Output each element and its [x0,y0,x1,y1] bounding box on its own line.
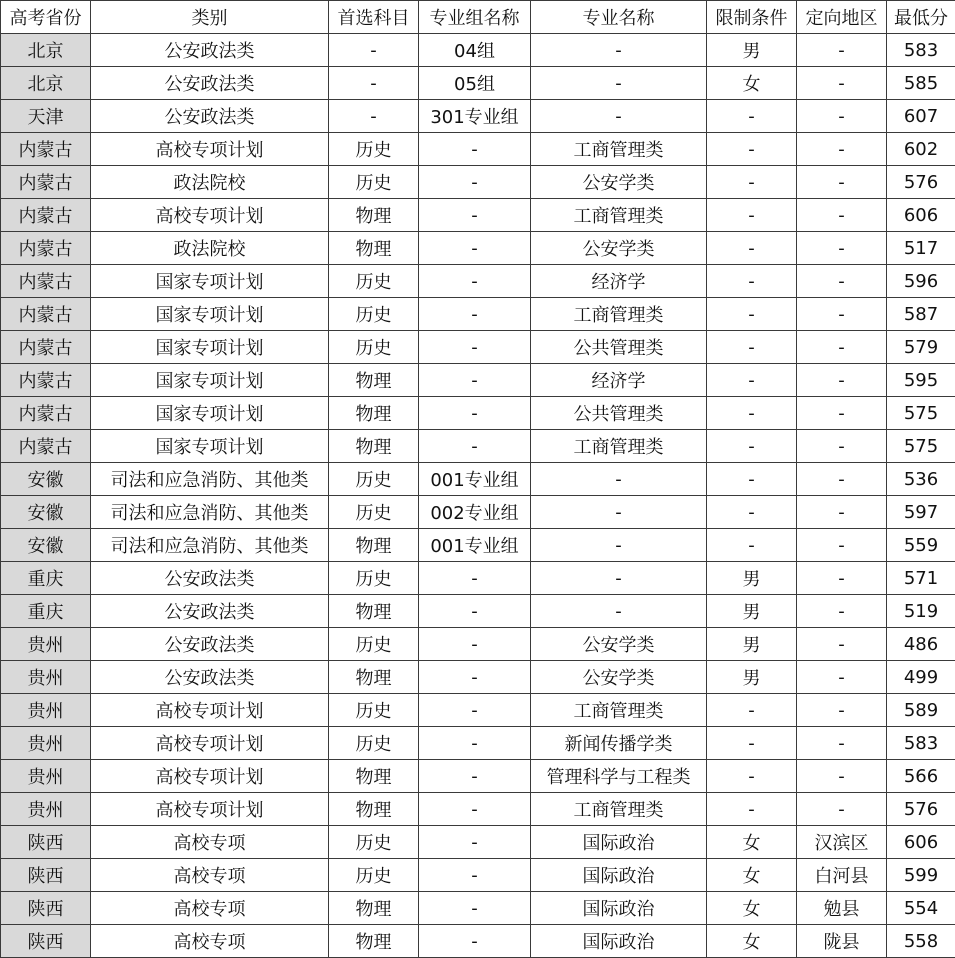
group-cell: - [419,232,531,265]
min-score-cell: 595 [887,364,955,397]
major-cell: 公共管理类 [531,397,707,430]
category-cell: 公安政法类 [91,595,329,628]
major-cell: 公安学类 [531,628,707,661]
min-score-cell: 583 [887,727,955,760]
region-cell: - [797,100,887,133]
subject-cell: 历史 [329,628,419,661]
category-cell: 高校专项计划 [91,694,329,727]
table-body [1,34,955,958]
region-cell: - [797,232,887,265]
header-row [1,1,955,34]
region-cell: 汉滨区 [797,826,887,859]
major-cell: - [531,463,707,496]
major-cell: 新闻传播学类 [531,727,707,760]
major-cell: - [531,34,707,67]
restriction-cell: - [707,166,797,199]
region-cell: - [797,628,887,661]
min-score-cell: 554 [887,892,955,925]
table-row [1,100,955,133]
restriction-cell: - [707,496,797,529]
header-subject: 首选科目 [329,1,419,34]
table-row [1,694,955,727]
table-row [1,463,955,496]
group-cell: - [419,397,531,430]
region-cell: - [797,529,887,562]
min-score-cell: 499 [887,661,955,694]
restriction-cell: - [707,760,797,793]
group-cell: - [419,331,531,364]
subject-cell: 历史 [329,694,419,727]
category-cell: 高校专项 [91,859,329,892]
province-cell: 贵州 [1,793,91,826]
min-score-cell: 602 [887,133,955,166]
subject-cell: 物理 [329,529,419,562]
min-score-cell: 589 [887,694,955,727]
min-score-cell: 579 [887,331,955,364]
region-cell: - [797,364,887,397]
min-score-cell: 576 [887,793,955,826]
header-group: 专业组名称 [419,1,531,34]
subject-cell: 历史 [329,463,419,496]
major-cell: 管理科学与工程类 [531,760,707,793]
restriction-cell: - [707,133,797,166]
restriction-cell: 女 [707,67,797,100]
restriction-cell: - [707,430,797,463]
region-cell: - [797,727,887,760]
group-cell: 05组 [419,67,531,100]
category-cell: 政法院校 [91,232,329,265]
min-score-cell: 566 [887,760,955,793]
major-cell: 经济学 [531,364,707,397]
subject-cell: 历史 [329,166,419,199]
table-row [1,430,955,463]
group-cell: - [419,628,531,661]
major-cell: 公安学类 [531,166,707,199]
table-row [1,595,955,628]
major-cell: 国际政治 [531,859,707,892]
table-row [1,793,955,826]
subject-cell: 物理 [329,430,419,463]
category-cell: 高校专项计划 [91,133,329,166]
min-score-cell: 559 [887,529,955,562]
region-cell: - [797,430,887,463]
group-cell: - [419,760,531,793]
min-score-cell: 576 [887,166,955,199]
major-cell: 工商管理类 [531,298,707,331]
table-row [1,562,955,595]
category-cell: 政法院校 [91,166,329,199]
header-min-score: 最低分 [887,1,955,34]
group-cell: - [419,925,531,958]
category-cell: 国家专项计划 [91,430,329,463]
region-cell: - [797,265,887,298]
major-cell: 工商管理类 [531,430,707,463]
major-cell: - [531,67,707,100]
subject-cell: 物理 [329,760,419,793]
table-row [1,34,955,67]
category-cell: 高校专项 [91,892,329,925]
category-cell: 司法和应急消防、其他类 [91,496,329,529]
region-cell: - [797,298,887,331]
province-cell: 内蒙古 [1,430,91,463]
group-cell: 002专业组 [419,496,531,529]
category-cell: 公安政法类 [91,67,329,100]
min-score-cell: 571 [887,562,955,595]
category-cell: 高校专项 [91,925,329,958]
province-cell: 贵州 [1,727,91,760]
province-cell: 内蒙古 [1,166,91,199]
region-cell: - [797,793,887,826]
region-cell: - [797,595,887,628]
table-row [1,628,955,661]
min-score-cell: 597 [887,496,955,529]
restriction-cell: - [707,397,797,430]
category-cell: 高校专项 [91,826,329,859]
region-cell: - [797,694,887,727]
subject-cell: 历史 [329,562,419,595]
major-cell: 公共管理类 [531,331,707,364]
region-cell: - [797,661,887,694]
major-cell: 公安学类 [531,661,707,694]
subject-cell: 历史 [329,133,419,166]
category-cell: 高校专项计划 [91,760,329,793]
province-cell: 重庆 [1,595,91,628]
category-cell: 公安政法类 [91,100,329,133]
restriction-cell: - [707,331,797,364]
subject-cell: - [329,34,419,67]
province-cell: 内蒙古 [1,331,91,364]
group-cell: 301专业组 [419,100,531,133]
province-cell: 安徽 [1,463,91,496]
province-cell: 内蒙古 [1,265,91,298]
group-cell: - [419,727,531,760]
restriction-cell: 男 [707,628,797,661]
min-score-cell: 585 [887,67,955,100]
min-score-cell: 517 [887,232,955,265]
subject-cell: 历史 [329,265,419,298]
category-cell: 高校专项计划 [91,793,329,826]
subject-cell: 历史 [329,331,419,364]
major-cell: 工商管理类 [531,694,707,727]
restriction-cell: 男 [707,661,797,694]
group-cell: - [419,661,531,694]
min-score-cell: 575 [887,430,955,463]
subject-cell: 历史 [329,859,419,892]
subject-cell: 历史 [329,826,419,859]
province-cell: 陕西 [1,925,91,958]
category-cell: 公安政法类 [91,661,329,694]
restriction-cell: - [707,727,797,760]
table-row [1,331,955,364]
major-cell: 工商管理类 [531,199,707,232]
min-score-cell: 606 [887,199,955,232]
province-cell: 重庆 [1,562,91,595]
major-cell: 公安学类 [531,232,707,265]
group-cell: 001专业组 [419,463,531,496]
major-cell: 国际政治 [531,892,707,925]
restriction-cell: 女 [707,826,797,859]
category-cell: 司法和应急消防、其他类 [91,463,329,496]
major-cell: 国际政治 [531,925,707,958]
group-cell: - [419,199,531,232]
table-row [1,727,955,760]
province-cell: 内蒙古 [1,133,91,166]
min-score-cell: 587 [887,298,955,331]
province-cell: 安徽 [1,529,91,562]
province-cell: 内蒙古 [1,199,91,232]
restriction-cell: 男 [707,595,797,628]
group-cell: - [419,826,531,859]
restriction-cell: - [707,463,797,496]
table-row [1,166,955,199]
region-cell: 勉县 [797,892,887,925]
province-cell: 贵州 [1,661,91,694]
region-cell: - [797,199,887,232]
region-cell: - [797,133,887,166]
table-row [1,298,955,331]
table-row [1,661,955,694]
group-cell: - [419,793,531,826]
region-cell: - [797,562,887,595]
table-row [1,925,955,958]
group-cell: - [419,892,531,925]
subject-cell: 物理 [329,925,419,958]
subject-cell: - [329,67,419,100]
header-province: 高考省份 [1,1,91,34]
subject-cell: 物理 [329,364,419,397]
region-cell: 陇县 [797,925,887,958]
subject-cell: 历史 [329,727,419,760]
region-cell: - [797,34,887,67]
subject-cell: 历史 [329,496,419,529]
table-row [1,133,955,166]
restriction-cell: 女 [707,925,797,958]
category-cell: 国家专项计划 [91,364,329,397]
major-cell: 工商管理类 [531,133,707,166]
table-row [1,265,955,298]
category-cell: 国家专项计划 [91,397,329,430]
category-cell: 公安政法类 [91,562,329,595]
min-score-cell: 558 [887,925,955,958]
restriction-cell: - [707,364,797,397]
group-cell: 04组 [419,34,531,67]
subject-cell: 物理 [329,793,419,826]
group-cell: - [419,298,531,331]
group-cell: - [419,562,531,595]
table-row [1,397,955,430]
min-score-cell: 486 [887,628,955,661]
subject-cell: 物理 [329,397,419,430]
table-row [1,826,955,859]
table-row [1,859,955,892]
region-cell: - [797,397,887,430]
table-row [1,232,955,265]
category-cell: 国家专项计划 [91,265,329,298]
table-row [1,364,955,397]
restriction-cell: - [707,232,797,265]
restriction-cell: 男 [707,562,797,595]
category-cell: 国家专项计划 [91,331,329,364]
restriction-cell: - [707,793,797,826]
major-cell: - [531,595,707,628]
restriction-cell: - [707,100,797,133]
subject-cell: 物理 [329,232,419,265]
restriction-cell: 男 [707,34,797,67]
major-cell: 工商管理类 [531,793,707,826]
group-cell: 001专业组 [419,529,531,562]
region-cell: - [797,760,887,793]
min-score-cell: 583 [887,34,955,67]
province-cell: 内蒙古 [1,298,91,331]
restriction-cell: 女 [707,859,797,892]
min-score-cell: 606 [887,826,955,859]
header-region: 定向地区 [797,1,887,34]
subject-cell: - [329,100,419,133]
subject-cell: 物理 [329,199,419,232]
major-cell: - [531,496,707,529]
category-cell: 公安政法类 [91,34,329,67]
category-cell: 司法和应急消防、其他类 [91,529,329,562]
group-cell: - [419,430,531,463]
table-row [1,529,955,562]
province-cell: 内蒙古 [1,232,91,265]
province-cell: 陕西 [1,859,91,892]
header-restriction: 限制条件 [707,1,797,34]
region-cell: - [797,463,887,496]
group-cell: - [419,364,531,397]
major-cell: 经济学 [531,265,707,298]
major-cell: - [531,529,707,562]
group-cell: - [419,694,531,727]
restriction-cell: - [707,694,797,727]
min-score-cell: 596 [887,265,955,298]
category-cell: 高校专项计划 [91,199,329,232]
restriction-cell: 女 [707,892,797,925]
min-score-cell: 519 [887,595,955,628]
min-score-cell: 536 [887,463,955,496]
region-cell: 白河县 [797,859,887,892]
category-cell: 高校专项计划 [91,727,329,760]
min-score-cell: 607 [887,100,955,133]
province-cell: 陕西 [1,892,91,925]
region-cell: - [797,67,887,100]
header-major: 专业名称 [531,1,707,34]
subject-cell: 物理 [329,595,419,628]
header-category: 类别 [91,1,329,34]
province-cell: 天津 [1,100,91,133]
province-cell: 陕西 [1,826,91,859]
table-row [1,67,955,100]
restriction-cell: - [707,529,797,562]
major-cell: 国际政治 [531,826,707,859]
table-row [1,760,955,793]
restriction-cell: - [707,199,797,232]
group-cell: - [419,133,531,166]
province-cell: 贵州 [1,628,91,661]
category-cell: 国家专项计划 [91,298,329,331]
region-cell: - [797,331,887,364]
region-cell: - [797,496,887,529]
min-score-cell: 575 [887,397,955,430]
province-cell: 北京 [1,67,91,100]
region-cell: - [797,166,887,199]
group-cell: - [419,595,531,628]
table-row [1,496,955,529]
province-cell: 安徽 [1,496,91,529]
table-row [1,892,955,925]
group-cell: - [419,859,531,892]
major-cell: - [531,100,707,133]
min-score-cell: 599 [887,859,955,892]
category-cell: 公安政法类 [91,628,329,661]
subject-cell: 物理 [329,892,419,925]
province-cell: 贵州 [1,760,91,793]
group-cell: - [419,166,531,199]
restriction-cell: - [707,298,797,331]
major-cell: - [531,562,707,595]
table-row [1,199,955,232]
province-cell: 贵州 [1,694,91,727]
restriction-cell: - [707,265,797,298]
province-cell: 内蒙古 [1,364,91,397]
group-cell: - [419,265,531,298]
province-cell: 北京 [1,34,91,67]
subject-cell: 历史 [329,298,419,331]
province-cell: 内蒙古 [1,397,91,430]
subject-cell: 物理 [329,661,419,694]
